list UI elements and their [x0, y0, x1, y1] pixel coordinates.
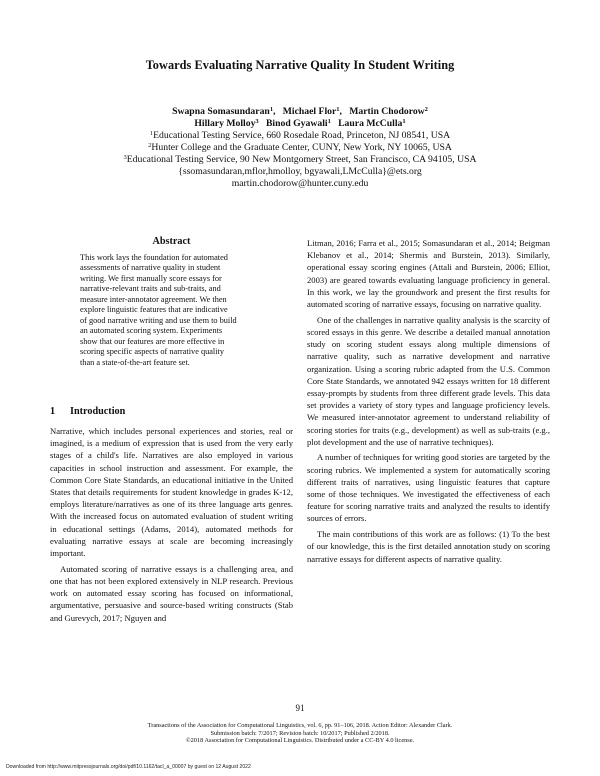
- body-paragraph: A number of techniques for writing good stories are targeted by the scoring rubrics. We implemented a system for automatically scoring different traits of narratives, using linguistic features that capture some of those techniques. We investigated the effectiveness of each feature for scoring narrative traits and analyzed the results to identify sources of errors.: [307, 452, 550, 524]
- abstract-line: measure inter-annotator agreement. We then: [80, 294, 227, 304]
- page-number: 91: [295, 703, 305, 713]
- section-heading: [50, 406, 125, 417]
- affiliation-mark: 3: [123, 154, 127, 161]
- affiliation-text: Educational Testing Service, 90 New Montgomery Street, San Francisco, CA 94105, USA: [126, 154, 477, 165]
- author-email: martin.chodorow@hunter.cuny.edu: [231, 178, 369, 189]
- section-title: Introduction: [70, 406, 126, 417]
- abstract-line: explore linguistic features that are indicative: [80, 305, 228, 315]
- author-affiliation-mark: 1: [336, 106, 340, 113]
- abstract-body: [80, 253, 266, 368]
- download-watermark: Downloaded from http://www.mitpressjournals.org/doi/pdf/10.1162/tacl_a_00007 by guest on 12 August 2022: [6, 764, 251, 770]
- author-name: Binod Gyawali: [265, 118, 328, 129]
- body-paragraph: Litman, 2016; Farra et al., 2015; Somasundaran et al., 2014; Beigman Klebanov et al., 2014; Shermis and Burstein, 2013). Similarly, operational essay scoring engines (Attali and Burstein, 2006; Elliot, 2003) are geared towards evaluating language proficiency in general. In this work, we lay the groundwork and present the first results for automated scoring of narrative essays, focusing on narrative quality.: [307, 238, 550, 310]
- affiliation-mark: 1: [149, 130, 154, 137]
- body-paragraph: One of the challenges in narrative quality analysis is the scarcity of scored essays in this genre. We describe a detailed manual annotation study on scoring student essays along multiple dimensions of narrative quality, such as narrative development and narrative organization. Using a scoring rubric adapted from the U.S. Common Core State Standards, we annotated 942 essays written for 18 different essay-prompts by students from three different grade levels. This data set provides a variety of story types and language proficiency levels. We measured inter-annotator agreement to understand reliability of scoring stories for traits (e.g., development) as well as sub-traits (e.g., plot development and the use of narrative techniques).: [307, 314, 550, 447]
- author-block: [0, 106, 600, 190]
- affiliation-text: Hunter College and the Graduate Center, CUNY, New York, NY 10065, USA: [151, 142, 452, 153]
- footer-line: Submission batch: 7/2017; Revision batch: 10/2017; Published 2/2018.: [210, 729, 390, 737]
- section-number: 1: [50, 406, 56, 417]
- affiliation-mark: 2: [148, 142, 152, 149]
- abstract-line: an automated scoring system. Experiments: [80, 326, 223, 336]
- author-names-line-2: [0, 118, 600, 130]
- affiliation-line: [0, 154, 600, 166]
- affiliation-line: [0, 130, 600, 142]
- abstract-line: assessments of narrative quality in student: [80, 263, 221, 273]
- author-names-line-1: Swapna Somasundaran$^1$, Michael Flor$^1$, Martin Chodorow$^2$: [172, 106, 428, 117]
- author-name: Hillary Molloy: [194, 118, 256, 129]
- author-name: Martin Chodorow: [349, 106, 425, 117]
- footer-line: Transactions of the Association for Computational Linguistics, vol. 6, pp. 91–106, 2018. Action Editor: Alexander Clark.: [147, 722, 453, 729]
- right-column: [307, 237, 550, 565]
- author-affiliation-mark: 3: [255, 118, 259, 125]
- journal-footer: [0, 722, 600, 745]
- left-column: [50, 425, 293, 624]
- affiliation-text: Educational Testing Service, 660 Rosedale Road, Princeton, NJ 08541, USA: [153, 130, 451, 141]
- abstract-line: than a state-of-the-art feature set.: [80, 357, 190, 367]
- author-name: Swapna Somasundaran: [172, 106, 270, 117]
- author-affiliation-mark: 1: [327, 118, 331, 125]
- abstract-line: show that our features are more effective in: [80, 336, 225, 346]
- body-paragraph: Narrative, which includes personal experiences and stories, real or imagined, is a medium of expression that is used from the very early stages of a child's life. Narratives are also employed in various capacities in school instruction and assessment. For example, the Common Core State Standards, an educational initiative in the United States that details requirements for student knowledge in grades K-12, employs literature/narratives as one of its three language arts genres. With the increased focus on automated evaluation of student writing in educational settings (Adams, 2014), automated methods for evaluating narrative essays at scale are becoming increasingly important.: [50, 426, 293, 559]
- body-paragraph: Automated scoring of narrative essays is a challenging area, and one that has not been explored extensively in NLP research. Previous work on automated essay scoring has focused on informational, argumentative, persuasive and source-based writing constructs (Stab and Gurevych, 2017; Nguyen and: [50, 563, 293, 623]
- affiliation-line: [0, 142, 600, 154]
- footer-line: ©2018 Association for Computational Linguistics. Distributed under a CC-BY 4.0 license.: [185, 737, 415, 745]
- abstract-heading: Abstract: [152, 236, 191, 247]
- abstract-line: scoring specific aspects of narrative quality: [80, 347, 224, 357]
- author-name: Michael Flor: [282, 106, 337, 117]
- body-paragraph: The main contributions of this work are as follows: (1) To the best of our knowledge, this is the first detailed annotation study on scoring narrative essays for different aspects of narrative quality.: [307, 529, 550, 564]
- author-affiliation-mark: 1: [269, 106, 274, 113]
- abstract-line: This work lays the foundation for automated: [80, 253, 228, 262]
- abstract-line: narrative-relevant traits and sub-traits, and: [80, 284, 221, 294]
- author-name: Laura McCulla: [338, 118, 403, 129]
- author-affiliation-mark: 2: [424, 106, 428, 113]
- abstract-line: writing. We first manually score essays for: [80, 273, 222, 283]
- abstract-line: of good narrative writing and use them to build: [80, 315, 237, 325]
- author-email: {ssomasundaran,mflor,hmolloy, bgyawali,LMcCulla}@ets.org: [178, 166, 422, 177]
- paper-title: Towards Evaluating Narrative Quality In Student Writing: [145, 58, 455, 72]
- author-affiliation-mark: 1: [402, 118, 406, 125]
